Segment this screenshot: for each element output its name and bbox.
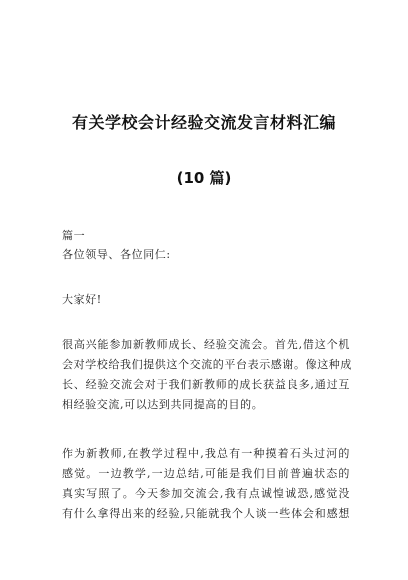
document-subtitle: (10 篇) <box>176 169 232 187</box>
paragraph-line: 很高兴能参加新教师成长、经验交流会。首先,借这个机 <box>62 338 350 351</box>
paragraph-1 <box>62 335 350 415</box>
paragraph-2 <box>62 444 350 524</box>
paragraph-line: 真实写照了。今天参加交流会,我有点诚惶诚恐,感觉没 <box>62 487 350 500</box>
paragraph-line: 有什么拿得出来的经验,只能就我个人谈一些体会和感想 <box>62 507 350 520</box>
section-label: 篇一 <box>62 229 86 242</box>
paragraph-line: 长、经验交流会对于我们新教师的成长获益良多,通过互 <box>62 378 350 391</box>
paragraph-line: 感觉。一边教学,一边总结,可能是我们目前普遍状态的 <box>62 467 350 480</box>
salutation: 各位领导、各位同仁: <box>62 248 171 261</box>
paragraph-line: 会对学校给我们提供这个交流的平台表示感谢。像这种成 <box>62 358 352 371</box>
greeting: 大家好! <box>62 293 102 306</box>
document-title: 有关学校会计经验交流发言材料汇编 <box>71 113 336 132</box>
paragraph-line: 相经验交流,可以达到共同提高的目的。 <box>62 398 264 411</box>
paragraph-line: 作为新教师,在教学过程中,我总有一种摸着石头过河的 <box>62 447 350 460</box>
